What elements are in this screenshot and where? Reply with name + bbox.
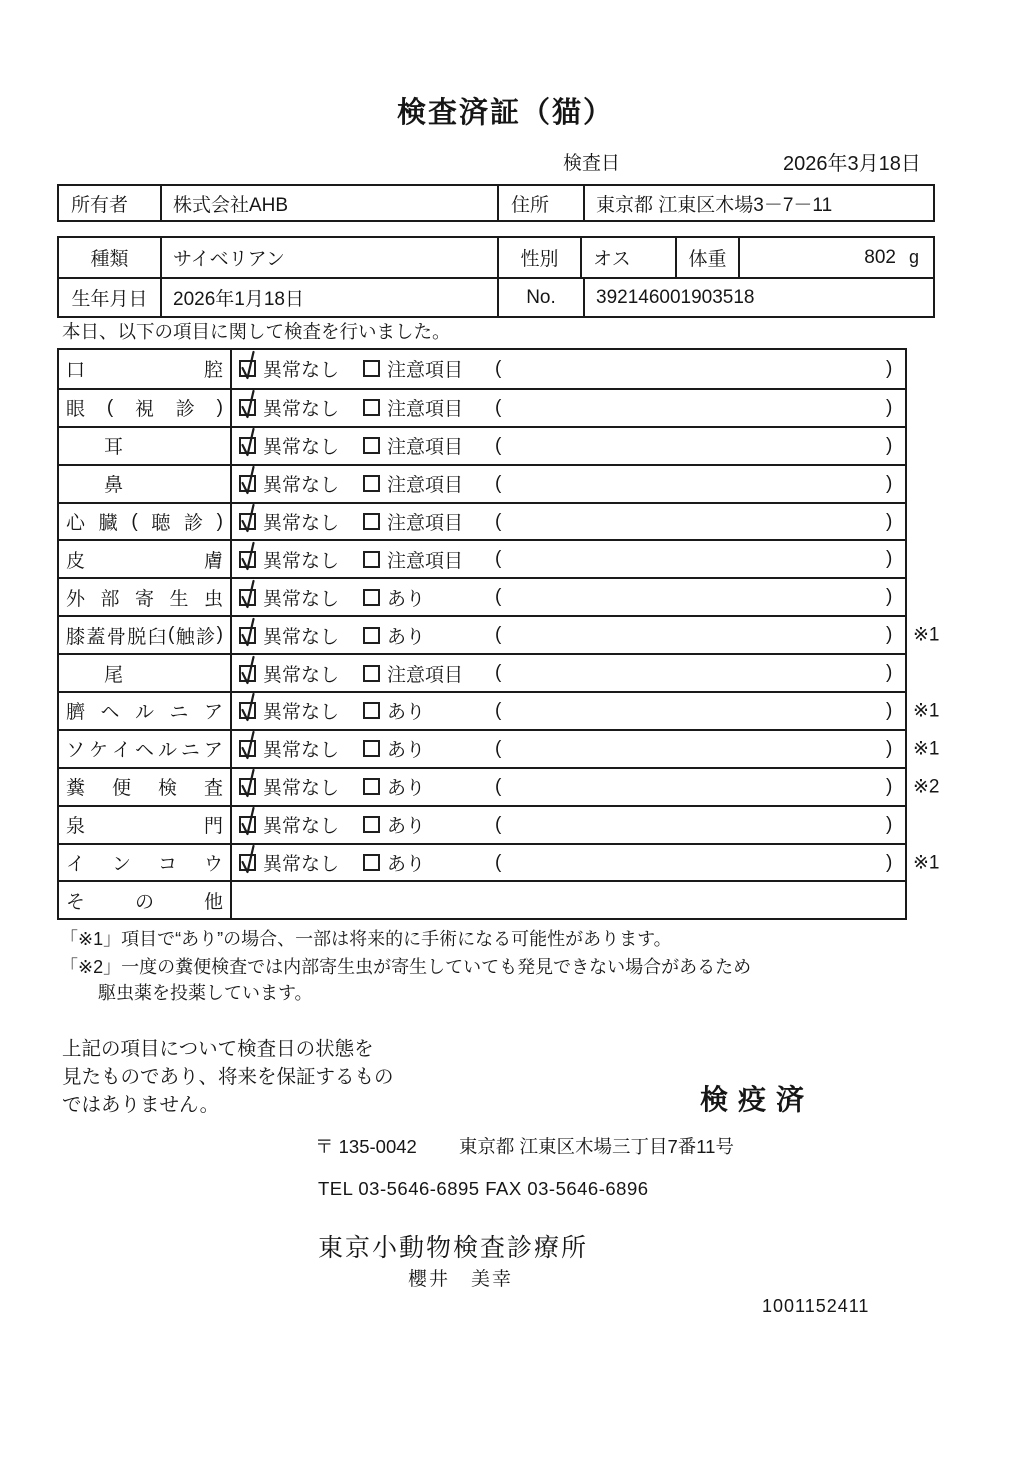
ok-label: 異常なし — [263, 588, 340, 610]
inspection-row — [59, 388, 905, 426]
owner-value: 株式会社AHB — [160, 186, 497, 220]
check-icon — [238, 503, 260, 536]
row-label: 臍 ヘ ル ニ ア — [59, 693, 232, 729]
alt-label: あり — [387, 816, 426, 838]
inspection-row — [59, 464, 905, 502]
owner-label: 所有者 — [71, 194, 129, 216]
row-content — [232, 807, 905, 843]
ok-checkbox — [239, 360, 256, 377]
weight-unit: g — [908, 247, 919, 267]
paren-close-glyph: ) — [886, 737, 893, 759]
ok-checkbox — [239, 551, 256, 568]
row-content — [232, 541, 905, 577]
inspection-row — [59, 653, 905, 691]
paren-close-glyph: ) — [886, 396, 893, 418]
row-content — [232, 466, 905, 502]
ok-checkbox — [239, 816, 256, 833]
ok-label: 異常なし — [263, 550, 340, 572]
inspection-row — [59, 691, 940, 729]
birthdate-value: 2026年1月18日 — [160, 279, 497, 316]
paren-open-glyph: ( — [495, 662, 502, 684]
row-content — [232, 845, 905, 881]
sex-label: 性別 — [497, 238, 580, 277]
ok-label: 異常なし — [263, 626, 340, 648]
row-label: イ ン コ ウ — [59, 845, 232, 881]
address-label: 住所 — [497, 186, 583, 220]
ok-label: 異常なし — [263, 854, 340, 876]
paren-open-glyph: ( — [495, 624, 502, 646]
disclaimer-line-3: ではありません。 — [62, 1094, 220, 1116]
ok-label: 異常なし — [263, 816, 340, 838]
caution-checkbox — [363, 816, 380, 833]
alt-label: 注意項目 — [387, 664, 464, 686]
paren-close-glyph: ) — [886, 624, 893, 646]
check-icon — [238, 465, 260, 498]
ok-label: 異常なし — [263, 513, 340, 534]
clinic-name: 東京小動物検査診療所 — [318, 1234, 589, 1262]
paren-close-glyph: ) — [886, 813, 893, 835]
row-label: 膝 蓋 骨 脱 臼 ( 触 診 ) — [59, 617, 232, 653]
check-icon — [238, 806, 260, 839]
caution-checkbox — [363, 627, 380, 644]
quarantine-stamp: 検疫済 — [700, 1084, 815, 1115]
check-icon — [238, 350, 260, 383]
serial-number: 1001152411 — [762, 1296, 870, 1316]
ok-label: 異常なし — [263, 740, 340, 762]
row-footnote-mark: ※2 — [913, 776, 940, 798]
ok-label: 異常なし — [263, 702, 340, 724]
sex-value: オス — [580, 238, 675, 277]
inspection-row — [59, 805, 905, 843]
caution-checkbox — [363, 475, 380, 492]
breed-value: サイベリアン — [160, 238, 497, 277]
row-footnote-mark: ※1 — [913, 700, 940, 722]
paren-close-glyph: ) — [886, 775, 893, 797]
ok-label: 異常なし — [263, 778, 340, 800]
ok-checkbox — [239, 702, 256, 719]
ok-label: 異常なし — [263, 399, 340, 421]
caution-checkbox — [363, 702, 380, 719]
disclaimer-text — [62, 1035, 394, 1119]
check-icon — [238, 427, 260, 460]
intro-text: 本日、以下の項目に関して検査を行いました。 — [62, 321, 451, 342]
inspection-row — [59, 350, 905, 388]
caution-checkbox — [363, 437, 380, 454]
birthdate-label: 生年月日 — [71, 289, 148, 310]
check-icon — [238, 579, 260, 612]
caution-checkbox — [363, 360, 380, 377]
weight-number: 802 — [864, 246, 896, 268]
check-icon — [238, 389, 260, 422]
paren-open-glyph: ( — [495, 434, 502, 456]
paren-close-glyph: ) — [886, 699, 893, 721]
alt-label: あり — [387, 778, 426, 800]
weight-label: 体重 — [675, 238, 738, 277]
row-label: 耳 — [59, 428, 232, 464]
paren-open-glyph: ( — [495, 775, 502, 797]
row-footnote-mark: ※1 — [913, 852, 940, 874]
alt-label: 注意項目 — [387, 550, 464, 572]
check-icon — [238, 730, 260, 763]
inspection-rows — [59, 350, 940, 918]
ok-label: 異常なし — [263, 437, 340, 459]
check-icon — [238, 617, 260, 650]
owner-table — [57, 184, 935, 222]
paren-close-glyph: ) — [886, 472, 893, 494]
check-icon — [238, 541, 260, 574]
paren-open-glyph: ( — [495, 851, 502, 873]
row-label: 尾 — [59, 655, 232, 691]
inspection-row — [59, 767, 940, 805]
inspection-row — [59, 615, 940, 653]
paren-close-glyph: ) — [886, 357, 893, 379]
inspection-row — [59, 539, 905, 577]
alt-label: 注意項目 — [387, 360, 464, 382]
page-title: 検査済証（猫） — [396, 97, 614, 129]
check-icon — [238, 768, 260, 801]
paren-open-glyph: ( — [495, 699, 502, 721]
caution-checkbox — [363, 740, 380, 757]
caution-checkbox — [363, 854, 380, 871]
row-content — [232, 504, 905, 540]
microchip-no-value: 392146001903518 — [583, 279, 933, 316]
inspection-row — [59, 843, 940, 881]
ok-label: 異常なし — [263, 475, 340, 497]
ok-checkbox — [239, 665, 256, 682]
paren-close-glyph: ) — [886, 851, 893, 873]
paren-open-glyph: ( — [495, 510, 502, 532]
address-value: 東京都 江東区木場3－7－11 — [583, 186, 933, 220]
row-label: 鼻 — [59, 466, 232, 502]
weight-value — [738, 238, 933, 277]
clinic-address: 東京都 江東区木場三丁目7番11号 — [458, 1136, 734, 1157]
footnote-2: 「※2」一度の糞便検査では内部寄生虫が寄生していても発見できない場合があるため — [60, 957, 752, 977]
ok-checkbox — [239, 778, 256, 795]
check-icon — [238, 692, 260, 725]
inspection-row — [59, 577, 905, 615]
footnote-3: 駆虫薬を投薬しています。 — [98, 983, 313, 1003]
clinic-postal-code: 〒 135-0042 — [315, 1136, 417, 1157]
paren-close-glyph: ) — [886, 434, 893, 456]
row-label: 口 腔 — [59, 350, 232, 388]
inspection-row — [59, 502, 905, 540]
row-content — [232, 769, 905, 805]
inspection-date-label: 検査日 — [563, 153, 621, 174]
alt-label: あり — [387, 702, 426, 724]
row-content — [232, 693, 905, 729]
alt-label: あり — [387, 854, 426, 876]
ok-checkbox — [239, 740, 256, 757]
disclaimer-line-2: 見たものであり、将来を保証するもの — [62, 1066, 394, 1088]
row-content — [232, 655, 905, 691]
ok-checkbox — [239, 854, 256, 871]
caution-checkbox — [363, 551, 380, 568]
alt-label: あり — [387, 740, 426, 762]
paren-open-glyph: ( — [495, 548, 502, 570]
inspection-row — [59, 426, 905, 464]
check-icon — [238, 844, 260, 877]
paren-open-glyph: ( — [495, 586, 502, 608]
alt-label: 注意項目 — [387, 475, 464, 497]
ok-checkbox — [239, 475, 256, 492]
paren-open-glyph: ( — [495, 357, 502, 379]
inspection-table — [57, 348, 940, 920]
row-label: 心 臓 ( 聴 診 ) — [59, 504, 232, 540]
caution-checkbox — [363, 589, 380, 606]
disclaimer-line-1: 上記の項目について検査日の状態を — [62, 1038, 374, 1060]
clinic-tel-fax: TEL 03-5646-6895 FAX 03-5646-6896 — [318, 1178, 649, 1199]
caution-checkbox — [363, 513, 380, 530]
clinic-address-line — [315, 1133, 734, 1159]
paren-open-glyph: ( — [495, 472, 502, 494]
row-label: そ の 他 — [59, 882, 232, 918]
row-label: 皮 膚 — [59, 541, 232, 577]
row-content — [232, 579, 905, 615]
alt-label: あり — [387, 588, 426, 610]
animal-info-table — [57, 236, 935, 318]
row-footnote-mark: ※1 — [913, 624, 940, 646]
paren-close-glyph: ) — [886, 662, 893, 684]
caution-checkbox — [363, 399, 380, 416]
ok-checkbox — [239, 513, 256, 530]
breed-label: 種類 — [90, 249, 129, 270]
row-content — [232, 617, 905, 653]
row-footnote-mark: ※1 — [913, 738, 940, 760]
inspection-row — [59, 729, 940, 767]
caution-checkbox — [363, 778, 380, 795]
row-label: 泉 門 — [59, 807, 232, 843]
paren-open-glyph: ( — [495, 813, 502, 835]
paren-open-glyph: ( — [495, 737, 502, 759]
paren-open-glyph: ( — [495, 396, 502, 418]
alt-label: 注意項目 — [387, 399, 464, 421]
check-icon — [238, 655, 260, 688]
footnote-1: 「※1」項目で“あり”の場合、一部は将来的に手術になる可能性があります。 — [60, 929, 672, 949]
row-content — [232, 350, 905, 388]
row-content — [232, 731, 905, 767]
ok-checkbox — [239, 437, 256, 454]
alt-label: あり — [387, 626, 426, 648]
alt-label: 注意項目 — [387, 513, 464, 534]
row-content — [232, 882, 905, 918]
inspection-date-value: 2026年3月18日 — [783, 153, 921, 175]
row-label: 糞 便 検 査 — [59, 769, 232, 805]
row-label: ソ ケ イ ヘ ル ニ ア — [59, 731, 232, 767]
microchip-no-label: No. — [497, 279, 583, 316]
paren-close-glyph: ) — [886, 548, 893, 570]
inspection-row — [59, 880, 905, 918]
row-label: 眼 ( 視 診 ) — [59, 390, 232, 426]
paren-close-glyph: ) — [886, 510, 893, 532]
ok-checkbox — [239, 627, 256, 644]
paren-close-glyph: ) — [886, 586, 893, 608]
ok-checkbox — [239, 589, 256, 606]
ok-label: 異常なし — [263, 360, 340, 382]
caution-checkbox — [363, 665, 380, 682]
row-label: 外 部 寄 生 虫 — [59, 579, 232, 615]
ok-checkbox — [239, 399, 256, 416]
alt-label: 注意項目 — [387, 437, 464, 459]
row-content — [232, 428, 905, 464]
ok-label: 異常なし — [263, 664, 340, 686]
director-name: 櫻井 美幸 — [408, 1269, 514, 1290]
row-content — [232, 390, 905, 426]
